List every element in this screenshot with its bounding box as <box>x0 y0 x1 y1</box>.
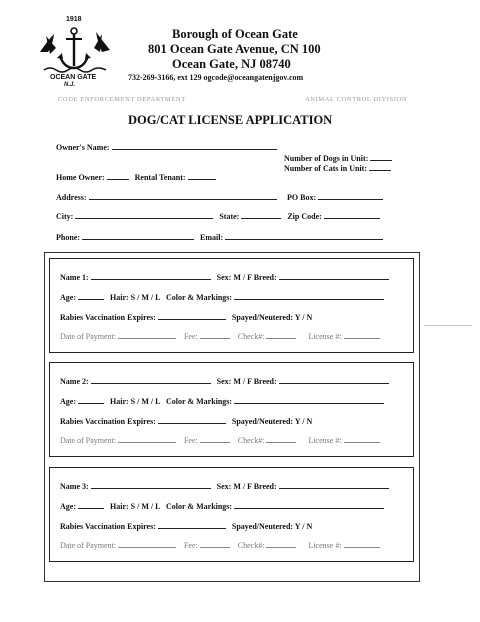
pet-payment-row <box>60 435 380 445</box>
owners-name-row <box>56 141 277 152</box>
home-owner-field[interactable] <box>107 171 129 180</box>
pet-check-label: Check#: <box>237 436 265 445</box>
pet-spayed-label: Spayed/Neutered: <box>231 417 294 426</box>
logo-year: 1918 <box>66 16 82 23</box>
pet-sex-options[interactable]: M / F <box>233 377 252 386</box>
phone-row <box>56 231 383 242</box>
pet-name-field[interactable] <box>91 271 211 280</box>
dept-animal-control: ANIMAL CONTROL DIVISION <box>305 96 408 103</box>
pet-breed-field[interactable] <box>279 480 389 489</box>
pet-sex-options[interactable]: M / F <box>233 482 252 491</box>
po-box-field[interactable] <box>318 191 383 200</box>
pet-fee-label: Fee: <box>183 332 198 341</box>
header-borough: Borough of Ocean Gate <box>172 27 298 41</box>
pet-name-row <box>60 480 389 491</box>
address-label: Address: <box>56 193 87 202</box>
pet-check-label: Check#: <box>237 541 265 550</box>
pet-rabies-field[interactable] <box>158 520 226 529</box>
pet-name-field[interactable] <box>91 480 211 489</box>
pet-date-field[interactable] <box>118 435 176 443</box>
pet-breed-label: Breed: <box>253 482 277 491</box>
city-field[interactable] <box>75 210 213 219</box>
pet-age-label: Age: <box>60 502 76 511</box>
pet-spayed-label: Spayed/Neutered: <box>231 313 294 322</box>
pet-sex-label: Sex: <box>216 273 232 282</box>
pet-fee-field[interactable] <box>200 435 230 443</box>
pet-license-label: License #: <box>308 436 342 445</box>
address-field[interactable] <box>89 191 277 200</box>
pet-fee-label: Fee: <box>183 541 198 550</box>
pet-hair-options[interactable]: S / M / L <box>130 397 161 406</box>
pet-fee-field[interactable] <box>200 540 230 548</box>
home-owner-label: Home Owner: <box>56 173 105 182</box>
pet-color-label: Color & Markings: <box>166 293 233 302</box>
pet-name-label: Name 3: <box>60 482 89 491</box>
pet-spayed-options[interactable]: Y / N <box>294 313 313 322</box>
pet-license-label: License #: <box>308 541 342 550</box>
header-address: 801 Ocean Gate Avenue, CN 100 <box>148 42 321 56</box>
margin-mark <box>424 325 472 326</box>
pet-license-field[interactable] <box>344 540 380 548</box>
pet-rabies-row <box>60 311 312 322</box>
pet-rabies-label: Rabies Vaccination Expires: <box>60 417 156 426</box>
logo-name: OCEAN GATE <box>50 74 97 81</box>
residence-row <box>56 171 216 182</box>
pet-color-field[interactable] <box>234 395 384 404</box>
pet-age-field[interactable] <box>78 291 104 300</box>
email-field[interactable] <box>225 231 383 240</box>
num-cats-row <box>284 162 391 173</box>
pet-license-field[interactable] <box>344 331 380 339</box>
pet-sex-label: Sex: <box>216 377 232 386</box>
pet-age-field[interactable] <box>78 500 104 509</box>
pet-rabies-row <box>60 520 312 531</box>
pet-age-row <box>60 291 384 302</box>
pet-age-label: Age: <box>60 293 76 302</box>
owners-name-field[interactable] <box>112 141 277 150</box>
header-city: Ocean Gate, NJ 08740 <box>172 57 291 71</box>
pet-sex-label: Sex: <box>216 482 232 491</box>
pet-spayed-options[interactable]: Y / N <box>294 417 313 426</box>
pet-section-2 <box>49 362 414 457</box>
phone-field[interactable] <box>82 231 194 240</box>
city-row <box>56 210 380 221</box>
pet-hair-label: Hair: <box>110 397 129 406</box>
pet-sex-options[interactable]: M / F <box>233 273 252 282</box>
pet-age-label: Age: <box>60 397 76 406</box>
pet-fee-field[interactable] <box>200 331 230 339</box>
pet-name-row <box>60 271 389 282</box>
state-label: State: <box>219 212 240 221</box>
pet-check-label: Check#: <box>237 332 265 341</box>
pet-date-field[interactable] <box>118 540 176 548</box>
pet-color-label: Color & Markings: <box>166 502 233 511</box>
address-row <box>56 191 277 202</box>
pet-check-field[interactable] <box>266 540 296 548</box>
pet-breed-field[interactable] <box>279 271 389 280</box>
pet-name-row <box>60 375 389 386</box>
pet-rabies-field[interactable] <box>158 415 226 424</box>
borough-logo <box>36 16 114 86</box>
pet-hair-options[interactable]: S / M / L <box>130 293 161 302</box>
pet-breed-label: Breed: <box>253 273 277 282</box>
po-box-label: PO Box: <box>287 193 317 202</box>
pet-spayed-label: Spayed/Neutered: <box>231 522 294 531</box>
pet-section-3 <box>49 467 414 562</box>
rental-tenant-field[interactable] <box>188 171 216 180</box>
pet-name-label: Name 1: <box>60 273 89 282</box>
pet-color-field[interactable] <box>234 291 384 300</box>
state-field[interactable] <box>241 210 281 219</box>
num-dogs-field[interactable] <box>370 152 392 161</box>
city-label: City: <box>56 212 74 221</box>
pet-name-field[interactable] <box>91 375 211 384</box>
pet-color-field[interactable] <box>234 500 384 509</box>
rental-tenant-label: Rental Tenant: <box>134 173 186 182</box>
dept-code-enforcement: CODE ENFORCEMENT DEPARTMENT <box>58 96 186 103</box>
num-cats-label: Number of Cats in Unit: <box>284 164 367 173</box>
num-cats-field[interactable] <box>369 162 391 171</box>
pet-color-label: Color & Markings: <box>166 397 233 406</box>
pet-hair-label: Hair: <box>110 293 129 302</box>
pet-check-field[interactable] <box>266 435 296 443</box>
pet-date-label: Date of Payment: <box>60 436 116 445</box>
pet-fee-label: Fee: <box>183 436 198 445</box>
email-label: Email: <box>200 233 224 242</box>
pet-payment-row <box>60 540 380 550</box>
logo-state: N.J. <box>64 82 76 88</box>
phone-label: Phone: <box>56 233 80 242</box>
zip-field[interactable] <box>324 210 380 219</box>
anchor-seagull-icon <box>36 22 114 74</box>
pet-date-label: Date of Payment: <box>60 332 116 341</box>
pet-age-field[interactable] <box>78 395 104 404</box>
pet-license-label: License #: <box>308 332 342 341</box>
pet-breed-field[interactable] <box>279 375 389 384</box>
pet-date-label: Date of Payment: <box>60 541 116 550</box>
num-dogs-label: Number of Dogs in Unit: <box>284 154 369 163</box>
pet-rabies-field[interactable] <box>158 311 226 320</box>
po-box-row <box>287 191 383 202</box>
pet-name-label: Name 2: <box>60 377 89 386</box>
pet-date-field[interactable] <box>118 331 176 339</box>
pet-check-field[interactable] <box>266 331 296 339</box>
pet-rabies-row <box>60 415 312 426</box>
pet-rabies-label: Rabies Vaccination Expires: <box>60 313 156 322</box>
pet-license-field[interactable] <box>344 435 380 443</box>
pet-section-1 <box>49 258 414 353</box>
pet-hair-label: Hair: <box>110 502 129 511</box>
pet-spayed-options[interactable]: Y / N <box>294 522 313 531</box>
pet-breed-label: Breed: <box>253 377 277 386</box>
owners-name-label: Owner's Name: <box>56 143 110 152</box>
pet-age-row <box>60 500 384 511</box>
zip-label: Zip Code: <box>287 212 322 221</box>
pet-payment-row <box>60 331 380 341</box>
pet-hair-options[interactable]: S / M / L <box>130 502 161 511</box>
header-contact: 732-269-3166, ext 129 ogcode@oceangatenjgov.com <box>128 73 304 82</box>
pet-rabies-label: Rabies Vaccination Expires: <box>60 522 156 531</box>
pet-age-row <box>60 395 384 406</box>
form-title: DOG/CAT LICENSE APPLICATION <box>128 113 333 127</box>
